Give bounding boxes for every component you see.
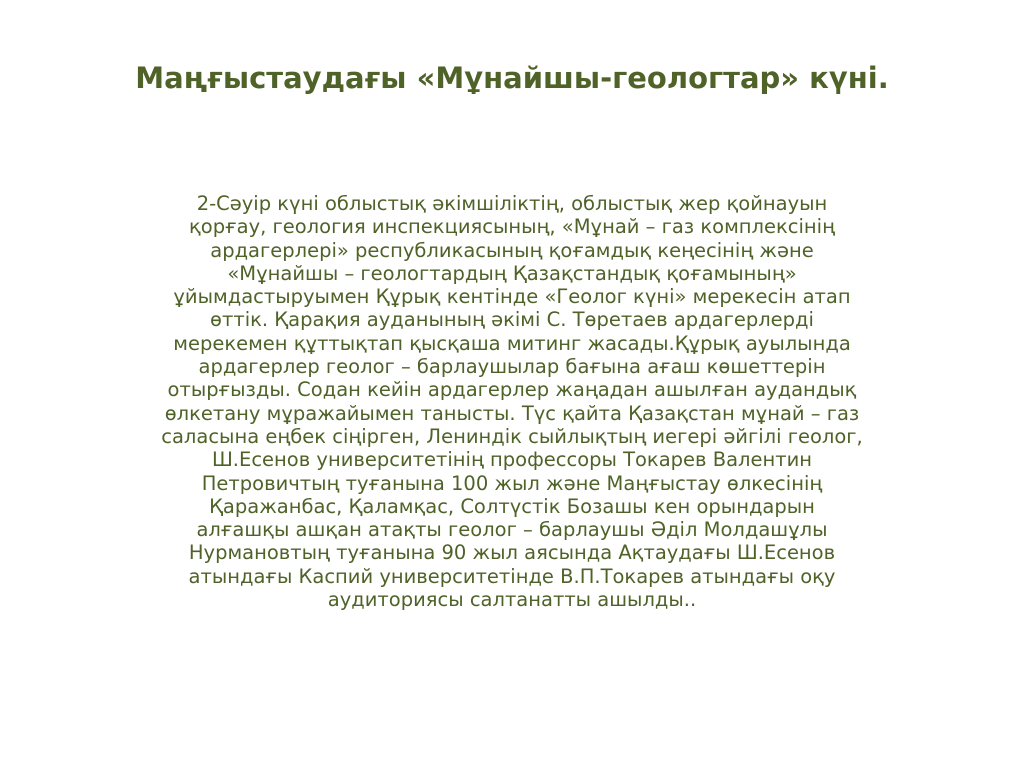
slide-body-text: 2-Сәуір күні облыстық әкімшіліктің, облыстық жер қойнауын қорғау, геология инспекциясының, «Мұнай – газ комплексінің ардагерлері» республикасының қоғамдық кеңесінің және «Мұнайшы – геологтардың Қазақстандық қоғамының» ұйымдастыруымен Құрық кентінде «Геолог күні» мерекесін атап өттік. Қарақия ауданының әкімі С. Төретаев ардагерлерді мерекемен құттықтап қысқаша митинг жасады.Құрық ауылында ардагерлер геолог – барлаушылар бағына ағаш көшеттерін отырғызды. Содан кейін ардагерлер жаңадан ашылған аудандық өлкетану мұражайымен танысты. Түс қайта Қазақстан мұнай – газ саласына еңбек сіңірген, Лениндік сыйлықтың иегері әйгілі геолог, Ш.Есенов университетінің профессоры Токарев Валентин Петровичтың туғанына 100 жыл және Маңғыстау өлкесінің Қаражанбас, Қаламқас, Солтүстік Бозашы кен орындарын алғашқы ашқан атақты геолог – барлаушы Әділ Молдашұлы Нурмановтың туғанына 90 жыл аясында Ақтаудағы Ш.Есенов атындағы Каспий университетінде В.П.Токарев атындағы оқу аудиториясы салтанатты ашылды..	[161, 192, 863, 612]
slide-title: Маңғыстаудағы «Мұнайшы-геологтар» күні.	[135, 61, 889, 95]
